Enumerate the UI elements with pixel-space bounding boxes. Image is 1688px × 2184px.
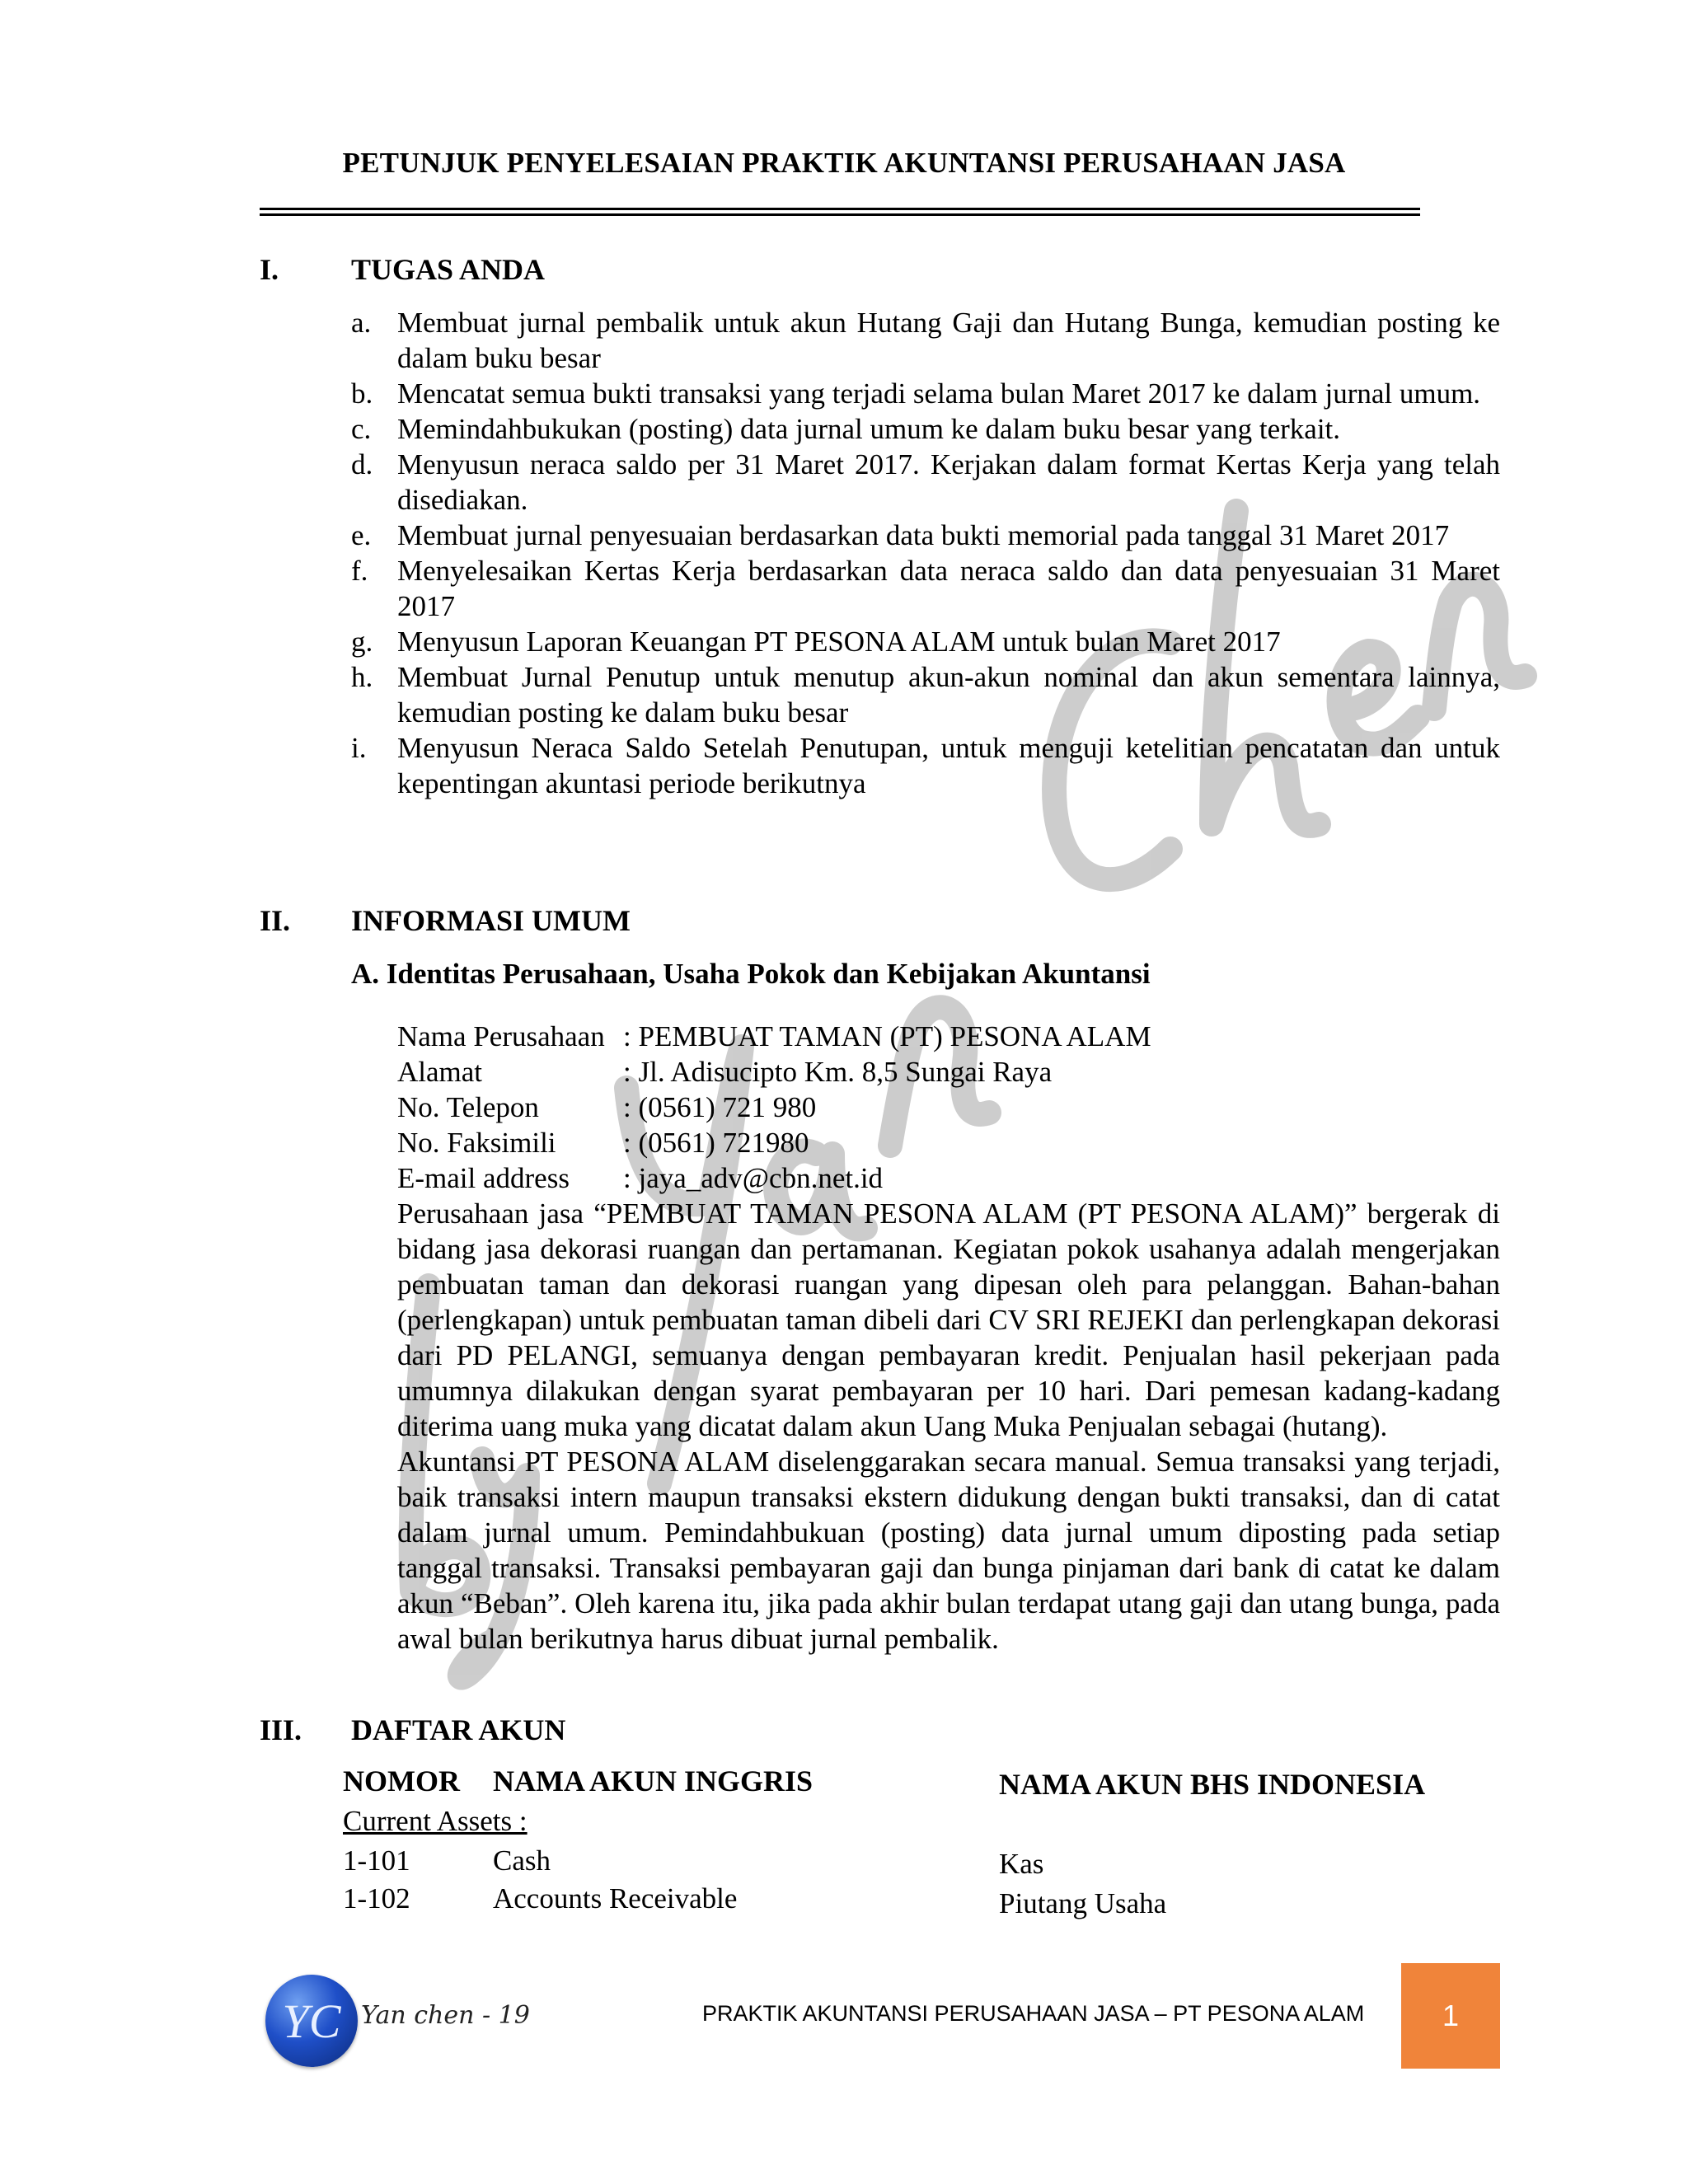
- column-header-nama-inggris: NAMA AKUN INGGRIS: [493, 1765, 814, 1797]
- identity-label: Nama Perusahaan: [397, 1020, 605, 1052]
- list-item: [351, 730, 1500, 801]
- identity-value: : jaya_adv@cbn.net.id: [623, 1162, 884, 1194]
- section-title-informasi: INFORMASI UMUM: [351, 904, 631, 937]
- task-text: Menyusun Laporan Keuangan PT PESONA ALAM untuk bulan Maret 2017: [397, 626, 1281, 658]
- title-rule-bottom: [260, 213, 1420, 216]
- identity-value: : PEMBUAT TAMAN (PT) PESONA ALAM: [623, 1020, 1151, 1052]
- account-name-english: Accounts Receivable: [493, 1882, 738, 1915]
- task-text: Menyusun neraca saldo per 31 Maret 2017. Kerjakan dalam format Kertas Kerja yang telah disediakan.: [397, 448, 1500, 516]
- subheading-identitas: A. Identitas Perusahaan, Usaha Pokok dan Kebijakan Akuntansi: [351, 958, 1151, 990]
- identity-row: [397, 1160, 1500, 1196]
- identity-label: No. Telepon: [397, 1091, 539, 1123]
- account-name-english: Cash: [493, 1844, 551, 1877]
- task-text: Membuat jurnal pembalik untuk akun Hutang Gaji dan Hutang Bunga, kemudian posting ke dalam buku besar: [397, 307, 1500, 374]
- section-title-daftar-akun: DAFTAR AKUN: [351, 1713, 566, 1746]
- identity-row: [397, 1019, 1500, 1054]
- section-number-2: II.: [260, 904, 291, 937]
- section-number-1: I.: [260, 253, 279, 286]
- task-letter: a.: [351, 307, 372, 339]
- task-letter: g.: [351, 626, 373, 658]
- company-description-paragraph: Perusahaan jasa “PEMBUAT TAMAN PESONA ALAM (PT PESONA ALAM)” bergerak di bidang jasa dekorasi ruangan dan pertamanan. Kegiatan pokok usahanya adalah mengerjakan pembuatan taman dan dekorasi ruangan yang dipesan oleh para pelanggan. Bahan-bahan (perlengkapan) untuk pembuatan taman dibeli dari CV SRI REJEKI dan perlengkapan dekorasi dari PD PELANGI, semuanya dengan pembayaran kredit. Penjualan hasil pekerjaan pada umumnya dilakukan dengan syarat pembayaran per 10 hari. Dari pemesan kadang-kadang diterima uang muka yang dicatat dalam akun Uang Muka Penjualan sebagai (hutang).: [397, 1197, 1500, 1442]
- page-number: 1: [1442, 1999, 1460, 2032]
- identity-row: [397, 1054, 1500, 1090]
- page-number-badge: [1401, 1963, 1500, 2069]
- task-text: Menyelesaikan Kertas Kerja berdasarkan data neraca saldo dan data penyesuaian 31 Maret 2017: [397, 555, 1500, 622]
- task-text: Membuat Jurnal Penutup untuk menutup akun-akun nominal dan akun sementara lainnya, kemudian posting ke dalam buku besar: [397, 661, 1500, 729]
- account-group-current-assets: Current Assets :: [343, 1805, 528, 1837]
- list-item: [351, 305, 1500, 376]
- list-item: [351, 553, 1500, 624]
- list-item: [351, 411, 1500, 447]
- task-letter: h.: [351, 661, 373, 693]
- task-letter: c.: [351, 413, 372, 445]
- task-letter: b.: [351, 377, 373, 410]
- identity-label: No. Faksimili: [397, 1127, 556, 1159]
- list-item: [351, 518, 1500, 553]
- identity-label: Alamat: [397, 1056, 483, 1088]
- column-header-nomor: NOMOR: [343, 1765, 460, 1797]
- account-number: 1-102: [343, 1882, 410, 1915]
- footer-title: PRAKTIK AKUNTANSI PERUSAHAAN JASA – PT PESONA ALAM: [702, 2001, 1365, 2026]
- title-rule-top: [260, 208, 1420, 210]
- list-item: [351, 624, 1500, 659]
- section-title-tugas: TUGAS ANDA: [351, 253, 546, 286]
- author-logo-letters: YC: [282, 1994, 341, 2048]
- identity-row: [397, 1125, 1500, 1160]
- identity-label: E-mail address: [397, 1162, 570, 1194]
- task-letter: f.: [351, 555, 368, 587]
- identity-value: : (0561) 721980: [623, 1127, 809, 1159]
- task-letter: e.: [351, 519, 372, 551]
- page-title: PETUNJUK PENYELESAIAN PRAKTIK AKUNTANSI PERUSAHAAN JASA: [342, 147, 1346, 179]
- column-header-nama-indonesia: NAMA AKUN BHS INDONESIA: [999, 1768, 1426, 1801]
- list-item: [351, 447, 1500, 518]
- identity-value: : (0561) 721 980: [623, 1091, 817, 1123]
- account-name-indonesia: Kas: [999, 1848, 1044, 1880]
- task-text: Membuat jurnal penyesuaian berdasarkan data bukti memorial pada tanggal 31 Maret 2017: [397, 519, 1450, 551]
- task-list: [351, 305, 1500, 801]
- task-text: Menyusun Neraca Saldo Setelah Penutupan, untuk menguji ketelitian pencatatan dan untuk kepentingan akuntasi periode berikutnya: [397, 732, 1500, 799]
- accounting-policy-paragraph: Akuntansi PT PESONA ALAM diselenggarakan secara manual. Semua transaksi yang terjadi, baik transaksi intern maupun transaksi ekstern didukung dengan bukti transaksi, dan di catat dalam jurnal umum. Pemindahbukuan (posting) data jurnal umum diposting pada setiap tanggal transaksi. Transaksi pembayaran gaji dan bunga pinjaman dari bank di catat ke dalam akun “Beban”. Oleh karena itu, jika pada akhir bulan terdapat utang gaji dan utang bunga, pada awal bulan berikutnya harus dibuat jurnal pembalik.: [397, 1446, 1500, 1655]
- task-letter: i.: [351, 732, 367, 764]
- task-text: Memindahbukukan (posting) data jurnal umum ke dalam buku besar yang terkait.: [397, 413, 1341, 445]
- list-item: [351, 659, 1500, 730]
- task-letter: d.: [351, 448, 373, 480]
- account-number: 1-101: [343, 1844, 410, 1877]
- account-name-indonesia: Piutang Usaha: [999, 1887, 1167, 1919]
- task-text: Mencatat semua bukti transaksi yang terjadi selama bulan Maret 2017 ke dalam jurnal umum.: [397, 377, 1481, 410]
- author-signature: Yan chen - 19: [361, 2001, 530, 2030]
- section-number-3: III.: [260, 1713, 302, 1746]
- company-identity: [397, 1019, 1500, 1657]
- identity-row: [397, 1090, 1500, 1125]
- identity-value: : Jl. Adisucipto Km. 8,5 Sungai Raya: [623, 1056, 1053, 1088]
- list-item: [351, 376, 1500, 411]
